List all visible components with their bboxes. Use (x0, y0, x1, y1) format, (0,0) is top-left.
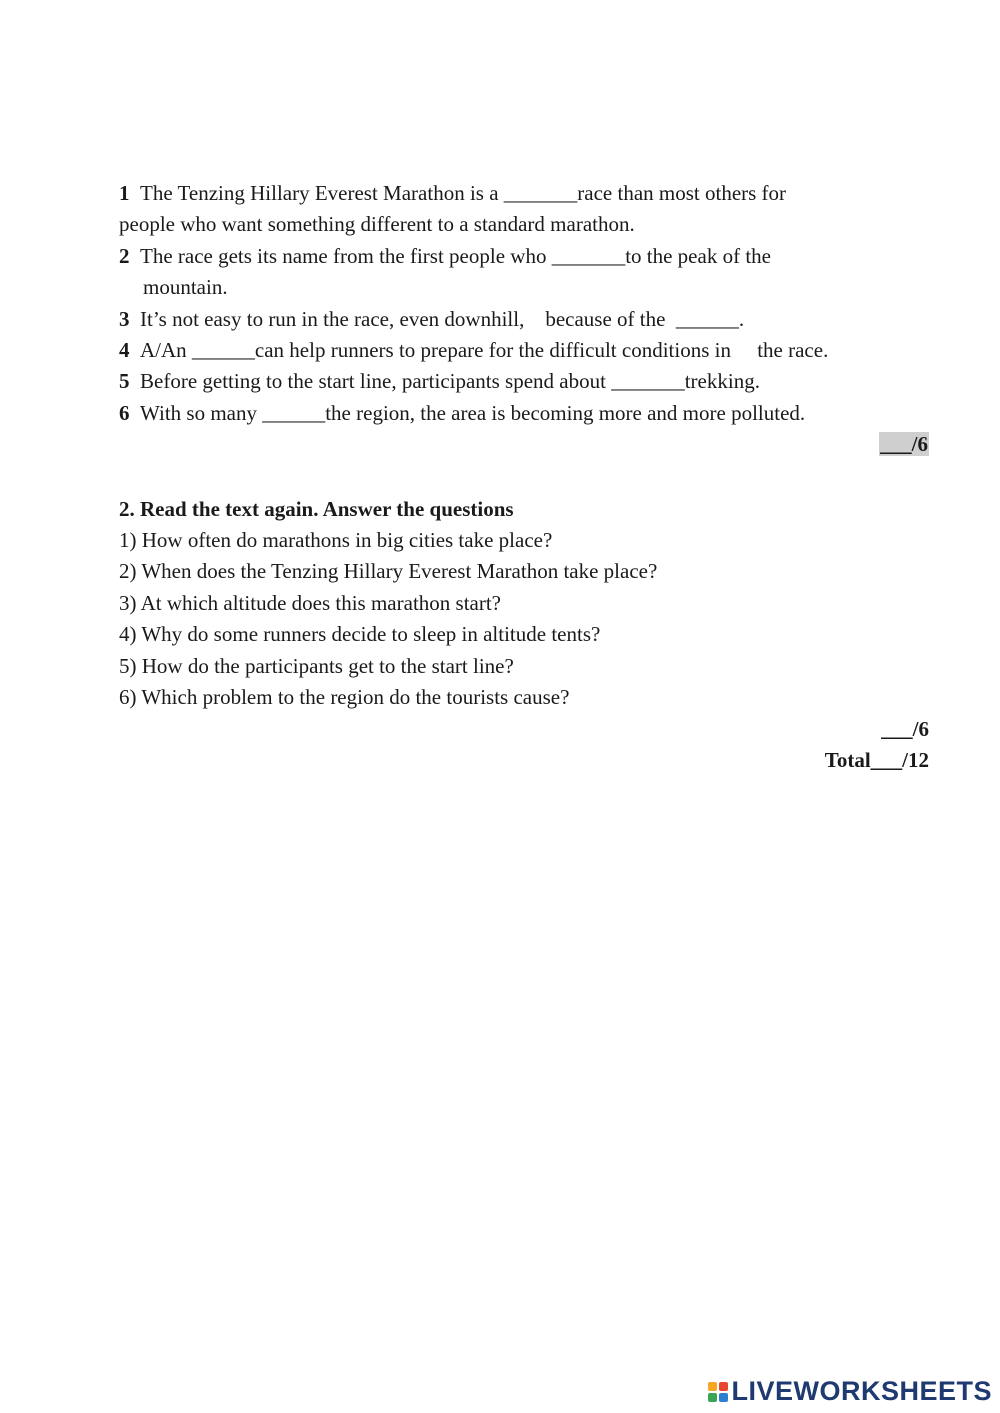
question-4: 4) Why do some runners decide to sleep in altitude tents? (119, 622, 601, 647)
item-text: Before getting to the start line, participants spend about _______trekking. (140, 369, 760, 394)
question-3: 3) At which altitude does this marathon start? (119, 590, 501, 615)
exercise2-score: ___/6 (881, 716, 929, 741)
exercise1-item-4 (119, 335, 929, 366)
question-2: 2) When does the Tenzing Hillary Everest Marathon take place? (119, 559, 658, 584)
item-text: It’s not easy to run in the race, even downhill, because of the ______. (140, 306, 745, 331)
item-text: A/An ______can help runners to prepare for the difficult conditions in the race. (140, 338, 829, 363)
logo-square-2 (719, 1382, 728, 1391)
question-5: 5) How do the participants get to the start line? (119, 653, 514, 678)
item-text-continued: people who want something different to a standard marathon. (119, 212, 635, 237)
item-number: 4 (119, 338, 130, 363)
item-number: 1 (119, 181, 130, 205)
item-number: 3 (119, 306, 130, 331)
exercise1-score (119, 429, 929, 460)
logo-square-4 (719, 1393, 728, 1402)
exercise1-item-3 (119, 304, 929, 335)
score-label: ___/6 (880, 432, 928, 457)
total-score: Total___/12 (824, 747, 929, 772)
item-text: The race gets its name from the first people who _______to the peak of the (140, 243, 771, 268)
item-number: 6 (119, 400, 130, 425)
section-gap (119, 461, 929, 494)
exercise1-item-2 (119, 241, 929, 304)
question-1: 1) How often do marathons in big cities take place? (119, 528, 553, 553)
brand-name: LIVEWORKSHEETS (731, 1376, 992, 1407)
worksheet-content (119, 178, 929, 776)
item-number: 5 (119, 369, 130, 394)
logo-mark-icon (708, 1382, 728, 1402)
exercise2-heading: 2. Read the text again. Answer the questions (119, 496, 514, 521)
item-text-continued: mountain. (143, 275, 228, 300)
question-6: 6) Which problem to the region do the tourists cause? (119, 685, 570, 710)
exercise1-item-1 (119, 178, 929, 241)
liveworksheets-logo (708, 1377, 992, 1407)
exercise1-item-5 (119, 366, 929, 397)
logo-square-3 (708, 1393, 717, 1402)
item-text: With so many ______the region, the area is becoming more and more polluted. (140, 400, 806, 425)
exercise1-item-6 (119, 398, 929, 429)
logo-square-1 (708, 1382, 717, 1391)
item-number: 2 (119, 243, 130, 268)
item-text: The Tenzing Hillary Everest Marathon is a _______race than most others for (140, 181, 787, 205)
